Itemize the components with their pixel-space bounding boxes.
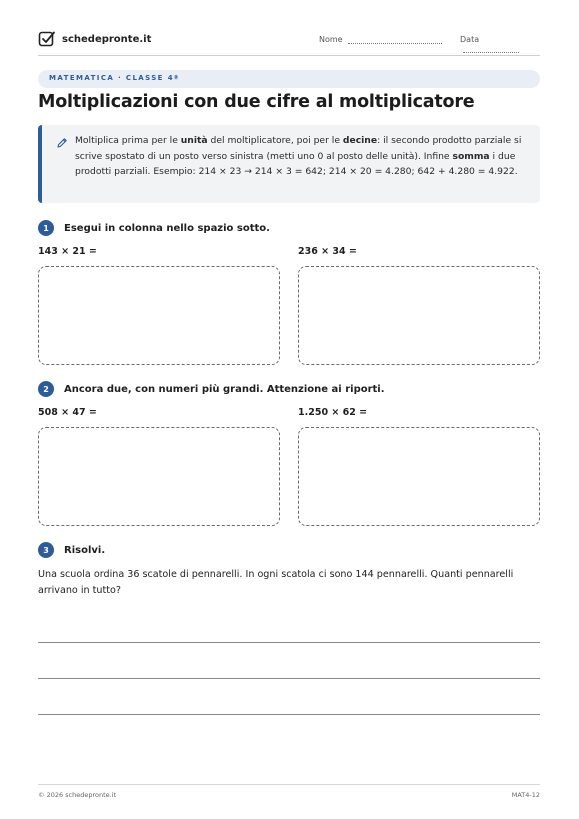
exercise-number-badge: 2 — [38, 381, 54, 397]
instructions-bold-units: unità — [180, 135, 208, 146]
instructions-part-2: del moltiplicatore, poi per le — [207, 135, 343, 146]
instructions-bold-tens: decine — [342, 135, 378, 146]
date-label: Data — [460, 35, 480, 44]
instructions-part-1: Moltiplica prima per le — [75, 135, 181, 146]
exercise-3-heading — [38, 542, 105, 558]
subject-label: MATEMATICA · CLASSE 4ª — [49, 74, 180, 82]
exercise-title: Esegui in colonna nello spazio sotto. — [64, 222, 270, 234]
name-blank-line — [348, 43, 442, 44]
page-title: Moltiplicazioni con due cifre al moltiplicatore — [38, 92, 475, 112]
name-field[interactable] — [319, 35, 442, 44]
exercise-title: Ancora due, con numeri più grandi. Attenzione ai riporti. — [64, 383, 385, 395]
operation-label: 508 × 47 = — [38, 407, 97, 418]
operation-label: 1.250 × 62 = — [298, 407, 368, 418]
subject-badge — [38, 70, 540, 88]
exercise-number-badge: 3 — [38, 542, 54, 558]
operation-label: 236 × 34 = — [298, 246, 357, 257]
instructions-part-3: : il secondo prodotto parziale si scrive spostato di un posto verso sinistra (metti uno 0 al posto delle unità). Infine — [75, 135, 522, 162]
work-area[interactable] — [38, 427, 280, 526]
operation-label: 143 × 21 = — [38, 246, 97, 257]
checkbox-logo-icon — [38, 30, 56, 48]
date-field[interactable] — [460, 35, 540, 53]
answer-line[interactable] — [38, 678, 540, 679]
exercise-2-heading — [38, 381, 385, 397]
work-area[interactable] — [38, 266, 280, 365]
date-blank-line — [463, 52, 519, 53]
answer-line[interactable] — [38, 642, 540, 643]
brand-logo — [38, 30, 151, 48]
instructions-part-4: i due prodotti parziali. Esempio: 214 × 23 → 214 × 3 = 642; 214 × 20 = 4.280; 642 + 4.280 = 4.922. — [75, 150, 518, 177]
worksheet-code: MAT4-12 — [511, 791, 540, 799]
page-footer — [38, 784, 540, 800]
copyright-text: © 2026 schedepronte.it — [38, 791, 117, 799]
page-header — [38, 30, 540, 56]
work-area[interactable] — [298, 427, 540, 526]
instructions-bold-sum: somma — [452, 150, 490, 162]
instructions-box — [38, 125, 540, 203]
exercise-1-heading — [38, 220, 270, 236]
instructions-text — [75, 133, 537, 180]
exercise-number-badge: 1 — [38, 220, 54, 236]
pencil-icon — [56, 137, 68, 149]
word-problem-text: Una scuola ordina 36 scatole di pennarelli. In ogni scatola ci sono 144 pennarelli. Quanti pennarelli arrivano in tutto? — [38, 569, 514, 596]
brand-name: schedepronte.it — [62, 33, 152, 45]
answer-line[interactable] — [38, 714, 540, 715]
name-label: Nome — [319, 35, 343, 44]
exercise-title: Risolvi. — [64, 544, 106, 556]
work-area[interactable] — [298, 266, 540, 365]
